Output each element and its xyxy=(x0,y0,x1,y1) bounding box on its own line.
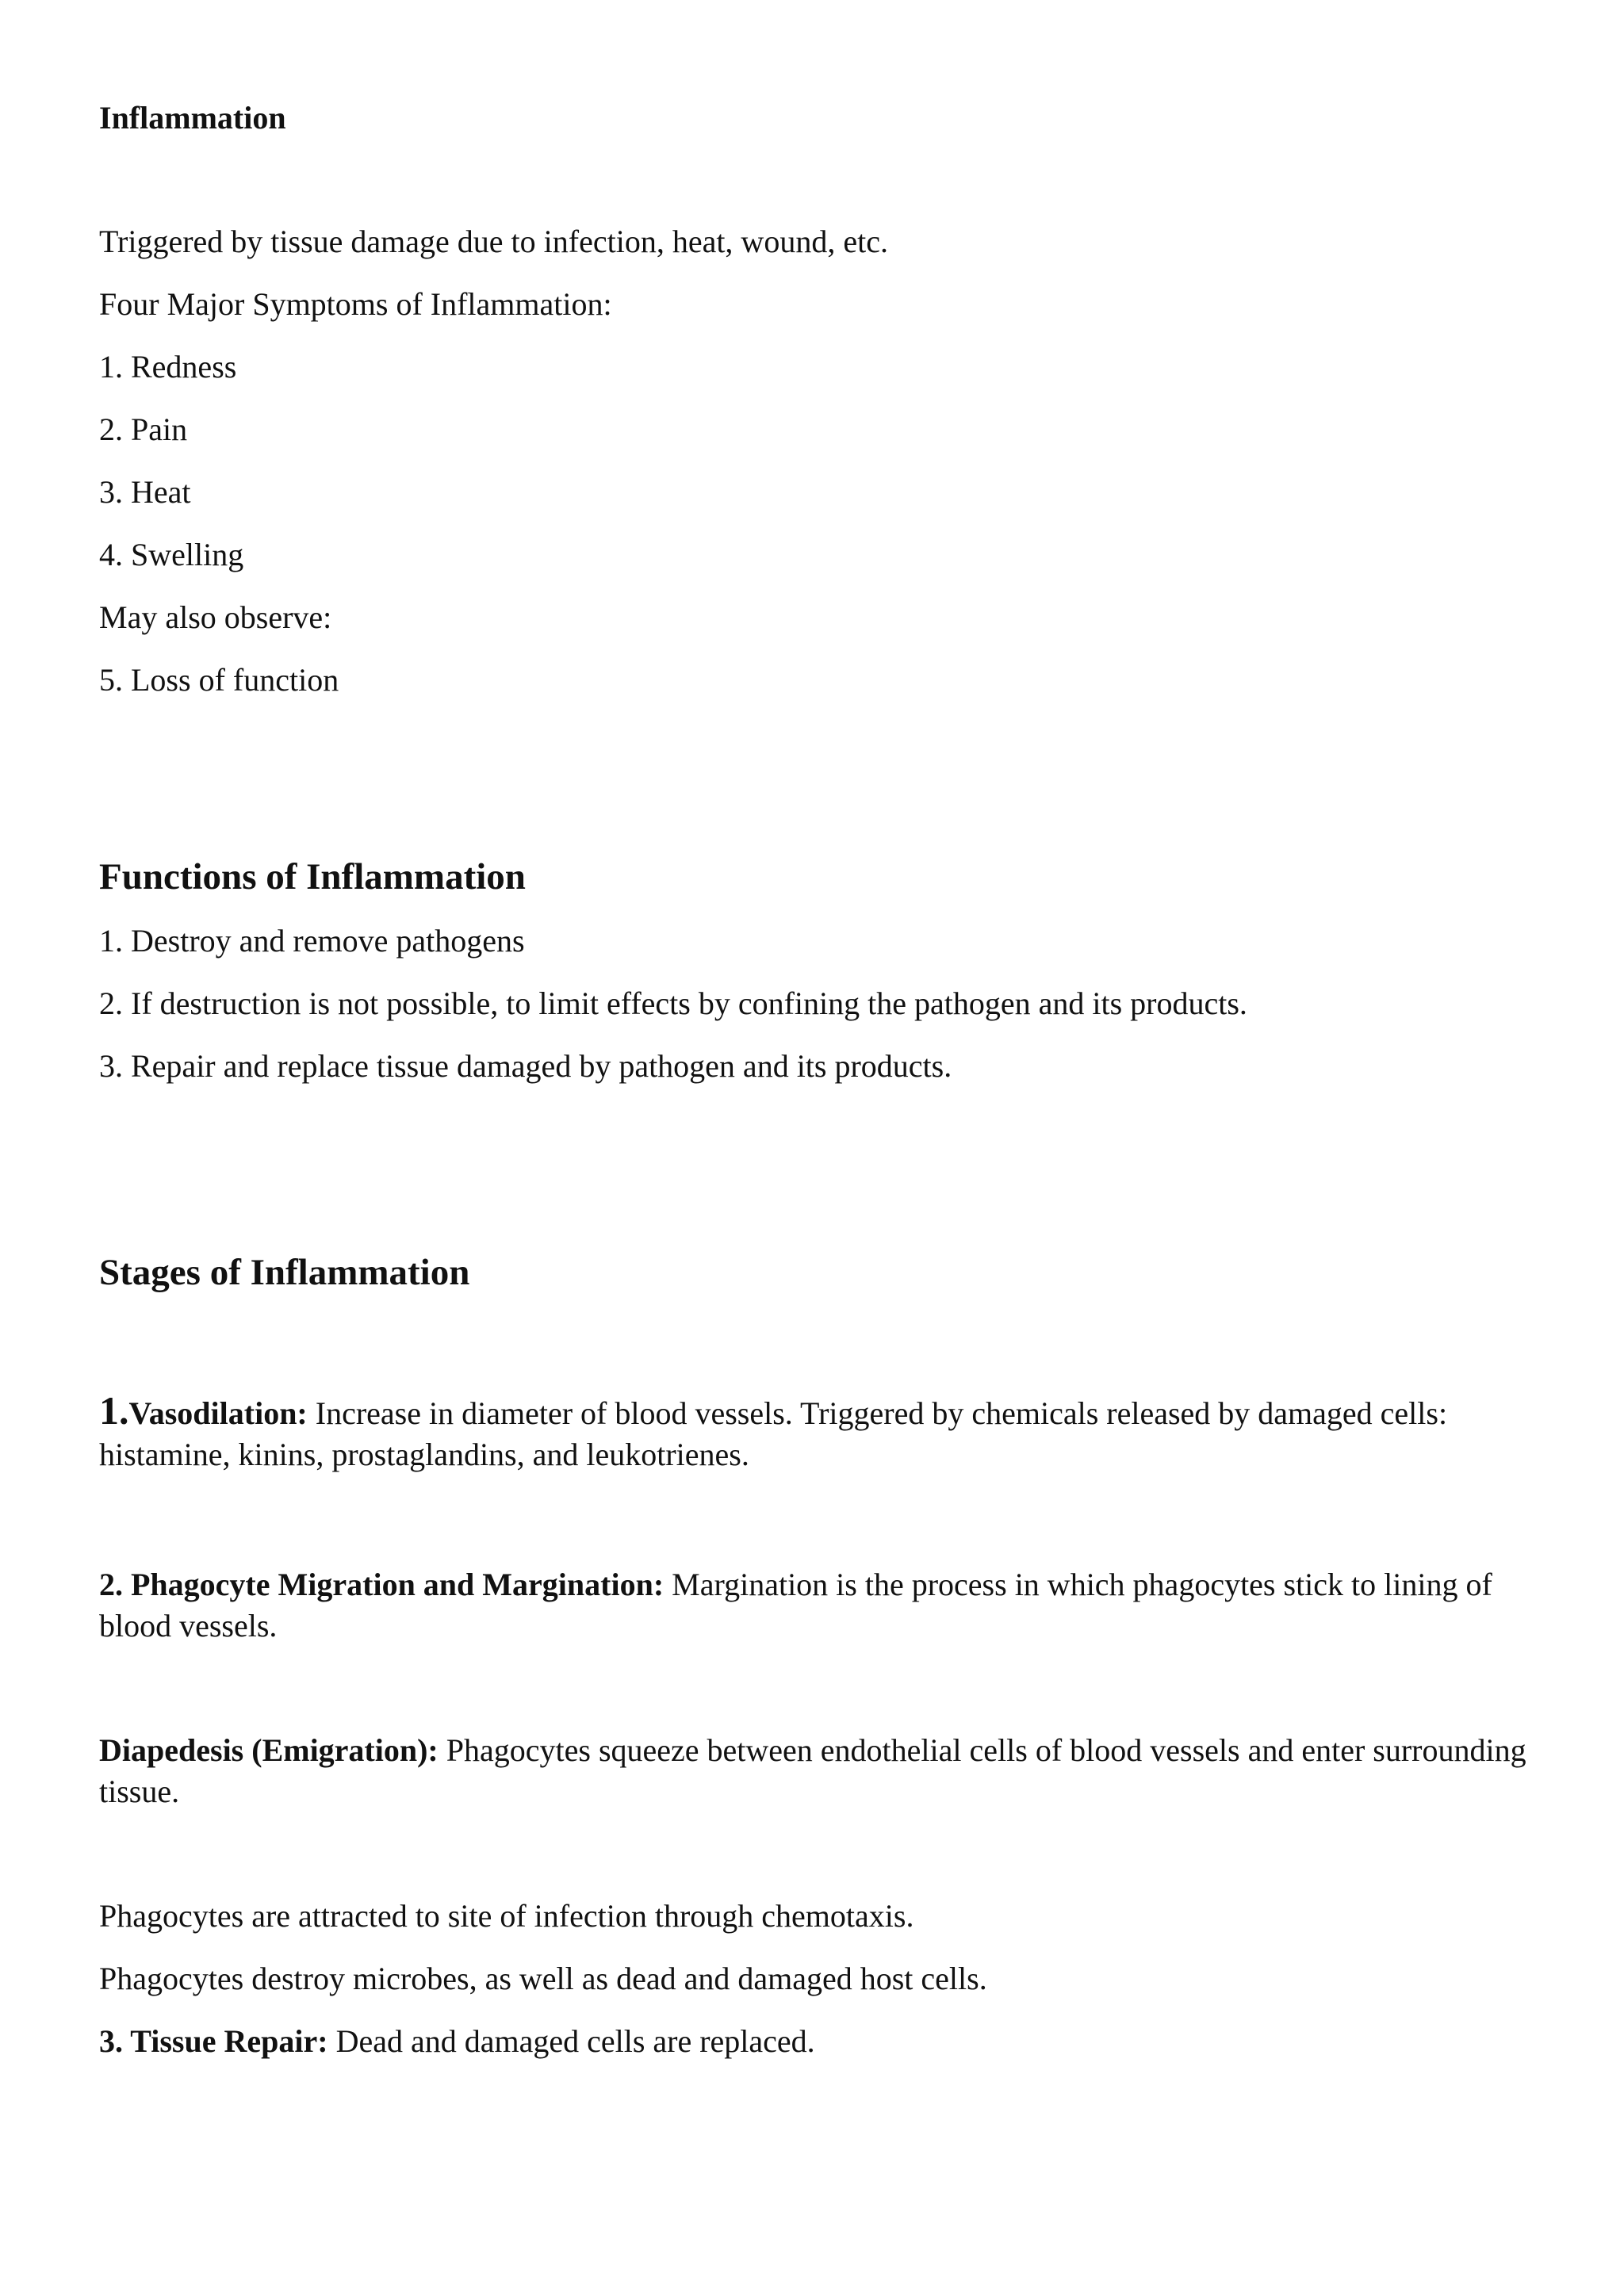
stage-term: Vasodilation: xyxy=(128,1395,308,1431)
symptom-item: 2. Pain xyxy=(99,411,188,447)
stage-repair xyxy=(99,2021,815,2062)
function-item: 2. If destruction is not possible, to limit effects by confining the pathogen and its products. xyxy=(99,985,1247,1021)
symptom-item: 4. Swelling xyxy=(99,537,244,572)
functions-heading: Functions of Inflammation xyxy=(99,856,526,897)
trigger-sentence: Triggered by tissue damage due to infection, heat, wound, etc. xyxy=(99,224,888,259)
destroy-sentence: Phagocytes destroy microbes, as well as dead and damaged host cells. xyxy=(99,1961,987,1996)
stage-migration xyxy=(99,1564,1550,1647)
function-item: 3. Repair and replace tissue damaged by pathogen and its products. xyxy=(99,1048,952,1084)
stage-number: 1. xyxy=(99,1388,129,1433)
symptom-item: 1. Redness xyxy=(99,349,237,385)
stage-term: 2. Phagocyte Migration and Margination: xyxy=(99,1567,665,1602)
stages-heading: Stages of Inflammation xyxy=(99,1252,470,1293)
stage-description: Margination is the process in which phagocytes stick to lining of blood vessels. xyxy=(99,1567,1492,1644)
symptom-item: 5. Loss of function xyxy=(99,662,339,698)
function-item: 1. Destroy and remove pathogens xyxy=(99,923,525,959)
stage-vasodilation xyxy=(99,1390,1550,1475)
document-title: Inflammation xyxy=(99,100,286,136)
stage-diapedesis xyxy=(99,1730,1550,1812)
also-observe-label: May also observe: xyxy=(99,599,332,635)
symptom-item: 3. Heat xyxy=(99,474,191,510)
stage-term: 3. Tissue Repair: xyxy=(99,2023,328,2059)
stage-term: Diapedesis (Emigration): xyxy=(99,1732,439,1768)
stage-description: Phagocytes squeeze between endothelial cells of blood vessels and enter surrounding tissue. xyxy=(99,1732,1526,1809)
stage-description: Increase in diameter of blood vessels. Triggered by chemicals released by damaged cells: histamine, kinins, prostaglandins, and leukotrienes. xyxy=(99,1395,1448,1472)
chemotaxis-sentence: Phagocytes are attracted to site of infection through chemotaxis. xyxy=(99,1898,914,1934)
symptoms-heading: Four Major Symptoms of Inflammation: xyxy=(99,286,612,322)
stage-description: Dead and damaged cells are replaced. xyxy=(327,2023,815,2059)
